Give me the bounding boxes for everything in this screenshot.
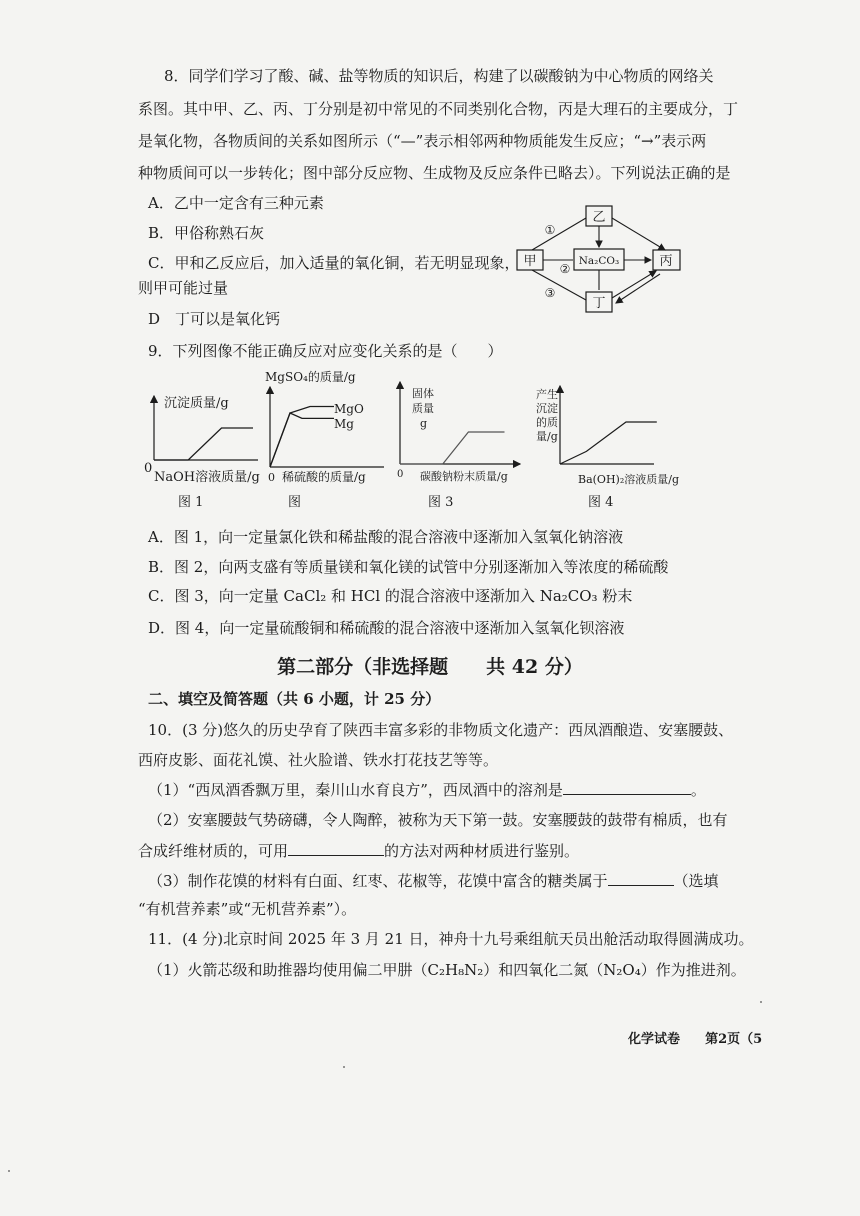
g4-ylabel-4: 量/g [536,430,558,443]
g3-xlabel: 碳酸钠粉末质量/g [420,470,508,483]
graph-2 [262,367,390,510]
scan-speck [8,1170,10,1172]
g2-xlabel: 稀硫酸的质量/g [282,470,366,484]
q8-line-3: 是氧化物，各物质间的关系如图所示（“—”表示相邻两种物质能发生反应；“→”表示两 [138,132,707,150]
part-2-title: 第二部分（非选择题 共 42 分） [277,656,583,678]
g4-caption: 图 4 [588,495,614,510]
q8-option-c: C．甲和乙反应后，加入适量的氧化铜，若无明显现象， [148,254,520,272]
g2-curve-mgo [270,407,334,467]
q11-line-2: （1）火箭芯级和助推器均使用偏二甲肼（C₂H₈N₂）和四氧化二氮（N₂O₄）作为推进剂。 [148,961,746,979]
g1-caption: 图 1 [178,495,204,510]
page-footer [628,1028,762,1047]
q8-line-2: 系图。其中甲、乙、丙、丁分别是初中常见的不同类别化合物，丙是大理石的主要成分，丁 [138,100,739,118]
g3-ylabel-3: g [420,417,428,430]
label-na2co3: Na₂CO₃ [578,255,620,267]
q9-option-c: C．图 3，向一定量 CaCl₂ 和 HCl 的混合溶液中逐渐加入 Na₂CO₃ 粉末 [148,587,633,605]
g3-curve [400,432,505,464]
q10-line-2: 西府皮影、面花礼馍、社火脸谱、铁水打花技艺等等。 [138,751,499,769]
graph-4 [532,380,692,510]
scan-speck [760,1001,762,1003]
link-ding-bing [612,271,656,298]
label-jia: 甲 [523,254,537,269]
q10-part-2-blank[interactable] [288,841,384,856]
link-bing-ding [616,274,660,303]
q8-relation-diagram [510,200,700,320]
g2-curve-mg [270,413,334,467]
q9-option-a: A．图 1，向一定量氯化铁和稀盐酸的混合溶液中逐渐加入氢氧化钠溶液 [148,528,624,546]
q8-option-c-cont: 则甲可能过量 [138,279,229,297]
q10-part-3-cont: “有机营养素”或“无机营养素”）。 [138,900,357,918]
q10-part-2-cont [138,841,579,861]
g2-ylabel: MgSO₄的质量/g [265,370,356,384]
label-yi: 乙 [592,210,606,225]
g4-ylabel-3: 的质 [536,416,558,429]
g1-ylabel: 沉淀质量/g [164,396,229,411]
q8-option-d: D 丁可以是氧化钙 [148,310,281,328]
g2-caption: 图 [288,495,302,510]
label-step-3: ③ [544,286,556,300]
q10-part-1-blank[interactable] [563,780,691,795]
label-bing: 丙 [659,254,673,269]
q10-part-2-end: 的方法对两种材质进行鉴别。 [384,842,580,860]
label-step-1: ① [544,223,556,237]
footer-page-number: 第2页（5 [705,1032,763,1047]
section-2-heading: 二、填空及简答题（共 6 小题，计 25 分） [148,690,441,708]
g2-label-mg: Mg [334,417,354,431]
g2-origin: 0 [268,471,275,484]
footer-subject: 化学试卷 [628,1032,681,1047]
g1-curve [154,428,253,460]
q8-line-1: 8．同学们学习了酸、碱、盐等物质的知识后，构建了以碳酸钠为中心物质的网络关 [164,67,714,85]
q10-part-3-blank[interactable] [608,871,674,886]
g3-ylabel-1: 固体 [412,387,434,400]
q10-part-1-text: （1）“西凤酒香飘万里，秦川山水育良方”，西凤酒中的溶剂是 [148,781,563,799]
label-step-2: ② [559,262,571,276]
link-yi-jia [532,218,586,250]
q9-option-b: B．图 2，向两支盛有等质量镁和氧化镁的试管中分别逐渐加入等浓度的稀硫酸 [148,558,669,576]
q10-part-2: （2）安塞腰鼓气势磅礴，令人陶醉，被称为天下第一鼓。安塞腰鼓的鼓带有棉质，也有 [148,811,728,829]
q10-line-1: 10．(3 分)悠久的历史孕育了陕西丰富多彩的非物质文化遗产：西凤酒酿造、安塞腰鼓、 [148,721,734,739]
label-ding: 丁 [592,296,606,311]
scan-speck [343,1066,345,1068]
q11-line-1: 11．(4 分)北京时间 2025 年 3 月 21 日，神舟十九号乘组航天员出舱活动取得圆满成功。 [148,930,754,948]
q10-part-2-text: 合成纤维材质的，可用 [138,842,289,860]
g1-xlabel: NaOH溶液质量/g [154,470,260,485]
g4-ylabel-1: 产生 [536,388,558,401]
q10-part-3-text: （3）制作花馍的材料有白面、红枣、花椒等，花馍中富含的糖类属于 [148,872,608,890]
q9-option-d: D．图 4，向一定量硫酸铜和稀硫酸的混合溶液中逐渐加入氢氧化钡溶液 [148,619,625,637]
q10-part-1-end: 。 [690,781,706,799]
q10-part-1 [148,780,706,800]
g1-origin: 0 [144,461,153,476]
graph-3 [388,378,528,510]
graph-1 [140,388,280,510]
g4-ylabel-2: 沉淀 [536,402,558,415]
g4-curve [560,422,657,464]
q8-option-a: A．乙中一定含有三种元素 [148,194,324,212]
link-yi-bing [612,218,665,250]
q8-option-b: B．甲俗称熟石灰 [148,224,265,242]
g3-caption: 图 3 [428,495,454,510]
q9-stem: 9．下列图像不能正确反应对应变化关系的是（ ） [148,342,503,360]
g4-xlabel: Ba(OH)₂溶液质量/g [578,473,679,486]
g3-origin: 0 [397,469,404,480]
g2-label-mgo: MgO [334,402,364,416]
q10-part-3 [148,871,719,891]
g3-ylabel-2: 质量 [412,402,434,415]
q10-part-3-end: （选填 [673,872,719,890]
q8-line-4: 种物质间可以一步转化；图中部分反应物、生成物及反应条件已略去）。下列说法正确的是 [138,164,731,182]
